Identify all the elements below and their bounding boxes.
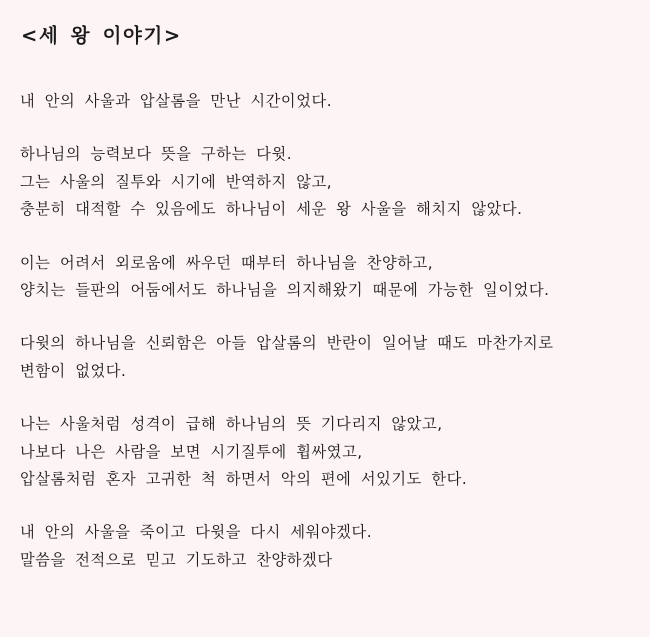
text-line: 압살롬처럼 혼자 고귀한 척 하면서 악의 편에 서있기도 한다. [20, 470, 468, 489]
text-line: 충분히 대적할 수 있음에도 하나님이 세운 왕 사울을 해치지 않았다. [20, 200, 523, 219]
text-line: 다윗의 하나님을 신뢰함은 아들 압살롬의 반란이 일어날 때도 마찬가지로 [20, 334, 554, 353]
text-line: 이는 어려서 외로움에 싸우던 때부터 하나님을 찬양하고, [20, 253, 434, 272]
text-line: 변함이 없었다. [20, 361, 127, 380]
text-line: 양치는 들판의 어둠에서도 하나님을 의지해왔기 때문에 가능한 일이었다. [20, 281, 550, 300]
paragraph-4 [20, 330, 640, 385]
paragraph-1 [20, 88, 640, 115]
paragraph-6 [20, 519, 640, 574]
paragraph-2 [20, 141, 640, 223]
text-line: 나보다 나은 사람을 보면 시기질투에 휩싸였고, [20, 442, 363, 461]
text-line: 내 안의 사울을 죽이고 다윗을 다시 세워야겠다. [20, 523, 373, 542]
text-line: 나는 사울처럼 성격이 급해 하나님의 뜻 기다리지 않았고, [20, 415, 443, 434]
text-line: 말씀을 전적으로 믿고 기도하고 찬양하겠다 [20, 550, 333, 569]
text-line: 하나님의 능력보다 뜻을 구하는 다윗. [20, 145, 293, 164]
paragraph-5 [20, 411, 640, 493]
text-line: 그는 사울의 질투와 시기에 반역하지 않고, [20, 172, 333, 191]
page-title: <세 왕 이야기> [21, 24, 182, 47]
text-line: 내 안의 사울과 압살롬을 만난 시간이었다. [20, 92, 333, 110]
paragraph-3 [20, 250, 640, 305]
essay-body [20, 88, 640, 600]
